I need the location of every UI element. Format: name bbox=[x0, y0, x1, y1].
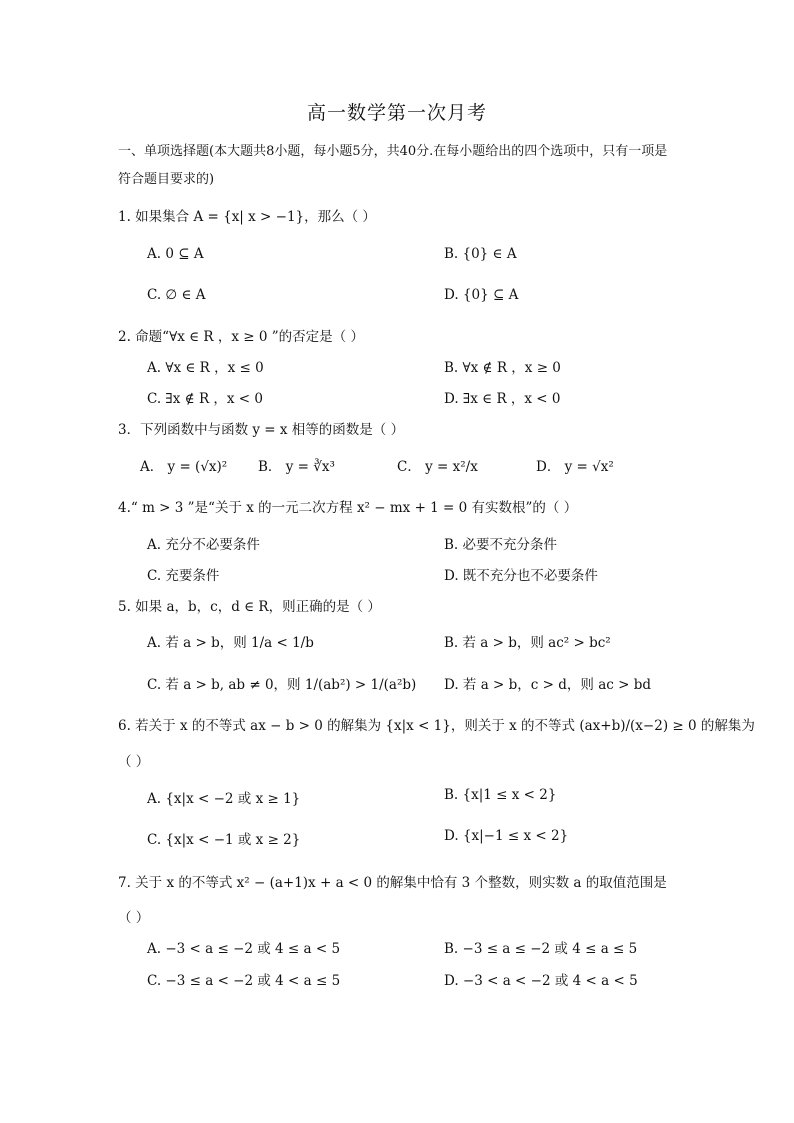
question-6-stem: 6. 若关于 x 的不等式 ax − b > 0 的解集为 {x|x < 1}，则关于 x 的不等式 (ax+b)/(x−2) ≥ 0 的解集为 bbox=[118, 718, 755, 734]
question-6-option-c: C. {x|x < −1 或 x ≥ 2} bbox=[147, 832, 301, 848]
question-5-option-d: D. 若 a > b，c > d，则 ac > bd bbox=[444, 677, 651, 693]
question-3-option-c: C． y = x²/x bbox=[397, 459, 478, 475]
question-7-option-b: B. −3 ≤ a ≤ −2 或 4 ≤ a ≤ 5 bbox=[444, 941, 638, 957]
question-2-option-c: C. ∃x ∉ R ，x < 0 bbox=[147, 391, 263, 407]
question-7-stem-continued: （ ） bbox=[118, 910, 150, 926]
question-3-option-a: A． y = (√x)² bbox=[140, 459, 228, 475]
question-1-option-c: C. ∅ ∈ A bbox=[147, 287, 206, 303]
question-2-option-a: A. ∀x ∈ R ，x ≤ 0 bbox=[147, 360, 264, 376]
question-7-stem: 7. 关于 x 的不等式 x² − (a+1)x + a < 0 的解集中恰有 3 个整数，则实数 a 的取值范围是 bbox=[118, 875, 667, 891]
page-title: 高一数学第一次月考 bbox=[306, 102, 487, 124]
question-3-option-d: D． y = √x² bbox=[536, 459, 614, 475]
question-6-option-b: B. {x|1 ≤ x < 2} bbox=[444, 787, 557, 803]
question-5-option-b: B. 若 a > b，则 ac² > bc² bbox=[444, 635, 611, 651]
question-2-option-b: B. ∀x ∉ R ，x ≥ 0 bbox=[444, 360, 561, 376]
question-7-option-c: C. −3 ≤ a < −2 或 4 < a ≤ 5 bbox=[147, 973, 341, 989]
question-2-stem: 2. 命题“∀x ∈ R ，x ≥ 0 ”的否定是（ ） bbox=[118, 329, 364, 345]
question-4-option-b: B. 必要不充分条件 bbox=[444, 537, 558, 553]
question-7-option-d: D. −3 < a < −2 或 4 < a < 5 bbox=[444, 973, 638, 989]
question-5-stem: 5. 如果 a，b，c，d ∈ R，则正确的是（ ） bbox=[118, 599, 381, 615]
question-1-option-b: B. {0} ∈ A bbox=[444, 246, 517, 262]
question-5-option-c: C. 若 a > b, ab ≠ 0，则 1/(ab²) > 1/(a²b) bbox=[147, 677, 417, 693]
section-instruction: 一、单项选择题(本大题共8小题，每小题5分，共40分.在每小题给出的四个选项中，只有一项是符合题目要求的) bbox=[118, 144, 668, 187]
question-4-option-a: A. 充分不必要条件 bbox=[147, 537, 260, 553]
question-6-option-a: A. {x|x < −2 或 x ≥ 1} bbox=[147, 791, 301, 807]
question-3-stem: 3．下列函数中与函数 y = x 相等的函数是（ ） bbox=[118, 422, 405, 438]
question-2-option-d: D. ∃x ∈ R ，x < 0 bbox=[444, 391, 561, 407]
question-4-stem: 4.“ m > 3 ”是“关于 x 的一元二次方程 x² − mx + 1 = 0 有实数根”的（ ） bbox=[118, 500, 578, 516]
question-6-stem-continued: （ ） bbox=[118, 754, 150, 770]
question-1-option-d: D. {0} ⊆ A bbox=[444, 287, 519, 303]
question-4-option-d: D. 既不充分也不必要条件 bbox=[444, 568, 598, 584]
question-1-option-a: A. 0 ⊆ A bbox=[147, 246, 204, 262]
question-6-option-d: D. {x|−1 ≤ x < 2} bbox=[444, 828, 569, 844]
question-7-option-a: A. −3 < a ≤ −2 或 4 ≤ a < 5 bbox=[147, 941, 341, 957]
question-5-option-a: A. 若 a > b，则 1/a < 1/b bbox=[147, 635, 314, 651]
question-1-stem: 1. 如果集合 A = {x| x > −1}，那么（ ） bbox=[118, 209, 376, 225]
question-4-option-c: C. 充要条件 bbox=[147, 568, 220, 584]
question-3-option-b: B． y = ∛x³ bbox=[258, 459, 335, 475]
